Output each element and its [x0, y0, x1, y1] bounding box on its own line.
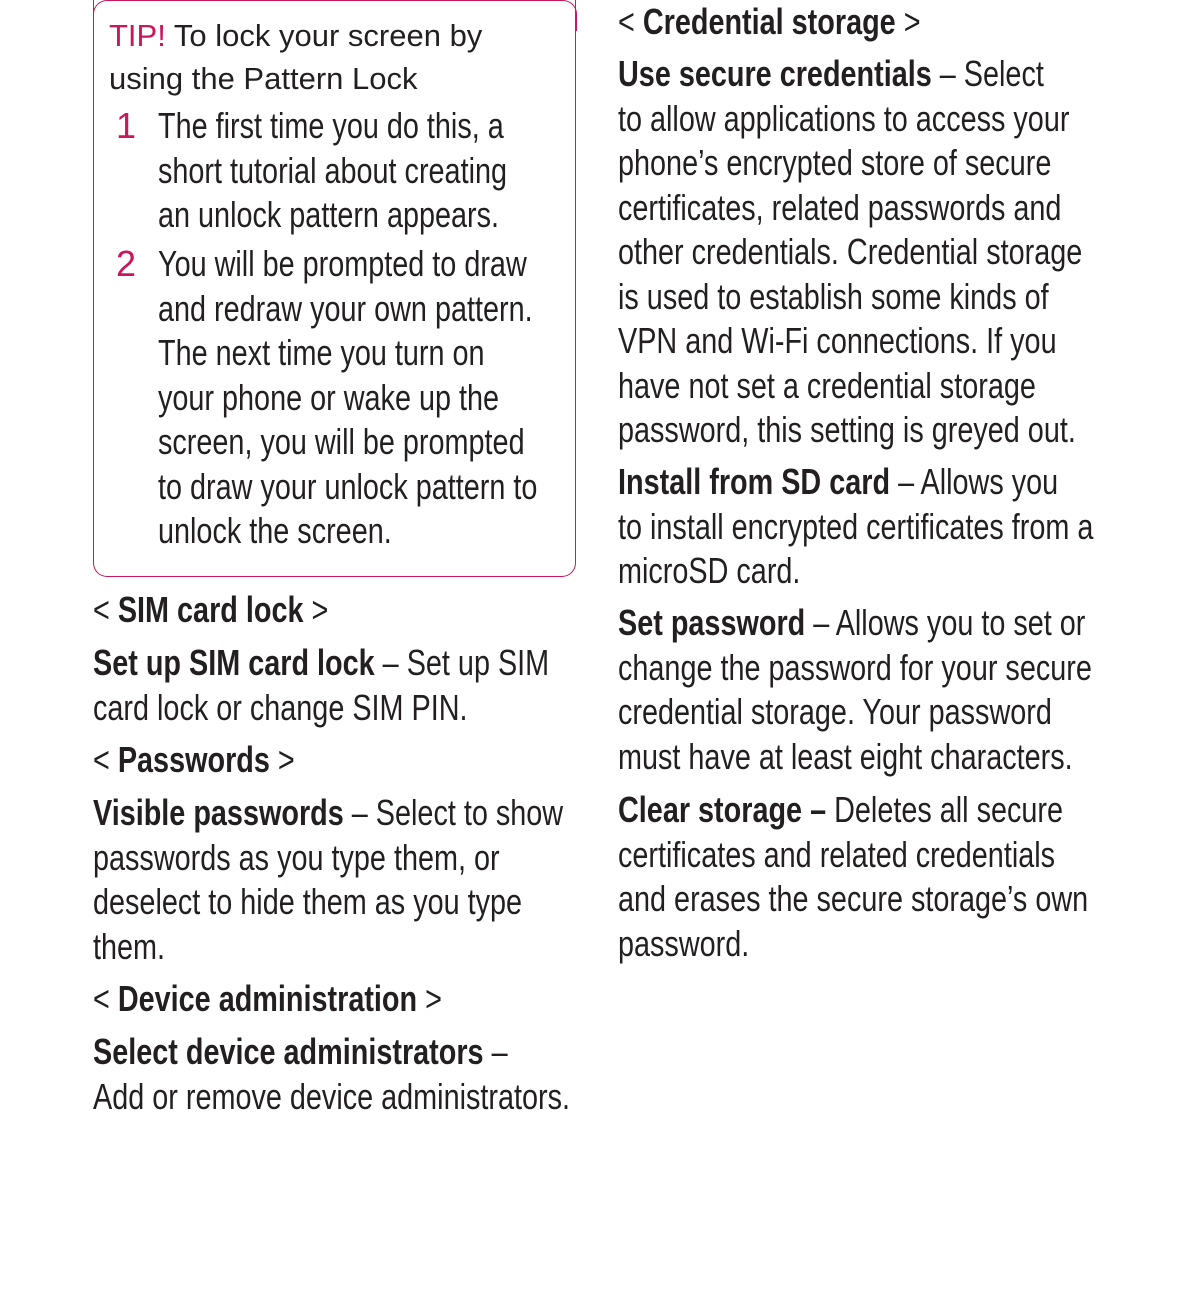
- clear-storage-item: Clear storage – Deletes all secure certificates and related credentials and erases the secure storage’s own password.: [618, 789, 1089, 964]
- passwords-heading: < Passwords >: [93, 739, 295, 780]
- tip-label: TIP!: [109, 18, 166, 53]
- set-password-item: Set password – Allows you to set or change the password for your secure credential storage. Your password must have at least eight characters.: [618, 602, 1092, 777]
- item-title: Install from SD card: [618, 461, 891, 502]
- item-title: Set up SIM card lock: [93, 642, 375, 683]
- install-from-sd-card-item: Install from SD card – Allows you to install encrypted certificates from a microSD card.: [618, 461, 1094, 591]
- device-administration-heading: < Device administration >: [93, 978, 442, 1019]
- item-title: Set password: [618, 602, 806, 643]
- tip-box: [93, 0, 576, 577]
- tip-title: TIP! To lock your screen by using the Pattern Lock: [109, 18, 483, 96]
- visible-passwords-item: Visible passwords – Select to show passwords as you type them, or deselect to hide them as you type them.: [93, 792, 564, 967]
- step-text: The first time you do this, a short tutorial about creating an unlock pattern appears.: [158, 105, 508, 235]
- item-title: Visible passwords: [93, 792, 344, 833]
- credential-storage-heading: < Credential storage >: [618, 1, 921, 42]
- sim-card-lock-item: Set up SIM card lock – Set up SIM card lock or change SIM PIN.: [93, 642, 550, 728]
- step-text: You will be prompted to draw and redraw your own pattern. The next time you turn on your phone or wake up the screen, you will be prompted to draw your unlock pattern to unlock the screen.: [158, 243, 538, 551]
- left-column: [93, 0, 575, 1117]
- sim-card-lock-heading: < SIM card lock >: [93, 589, 329, 630]
- use-secure-credentials-item: Use secure credentials – Select to allow applications to access your phone’s encrypted store of secure certificates, related passwords and other credentials. Credential storage is used to establish some kinds of VPN and Wi-Fi connections. If you have not set a credential storage password, this setting is greyed out.: [618, 53, 1083, 450]
- item-title: Use secure credentials: [618, 53, 932, 94]
- item-title: Select device administrators: [93, 1031, 484, 1072]
- step-number: 1: [116, 105, 137, 146]
- item-title: Clear storage –: [618, 789, 827, 830]
- device-administrators-item: Select device administrators – Add or remove device administrators.: [93, 1031, 570, 1117]
- step-number: 2: [116, 243, 137, 284]
